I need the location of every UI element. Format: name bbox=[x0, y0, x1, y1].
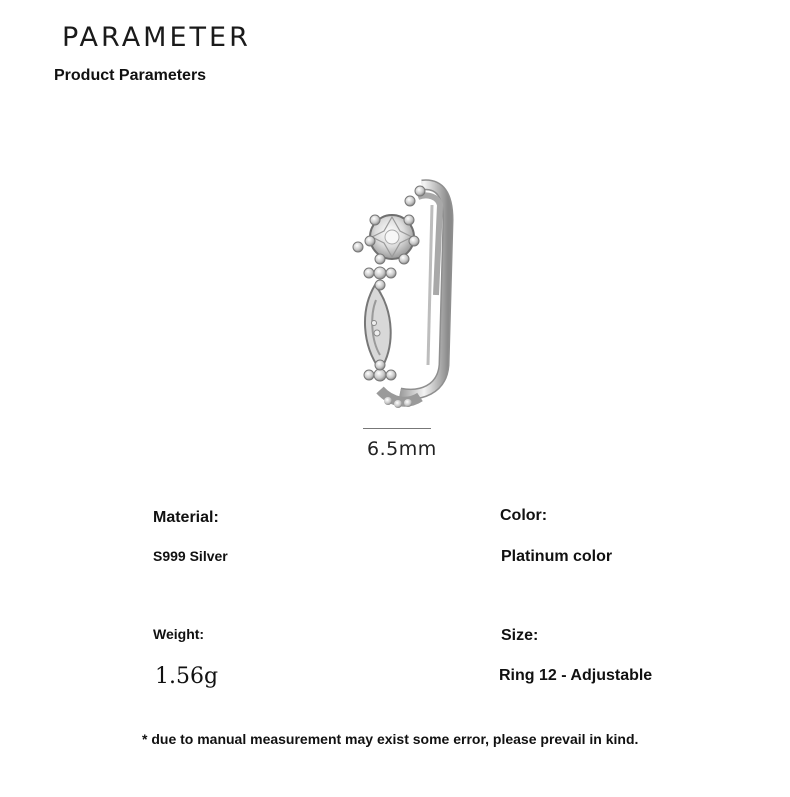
weight-value: 1.56g bbox=[155, 664, 219, 689]
weight-label: Weight: bbox=[153, 626, 205, 642]
size-value: Ring 12 - Adjustable bbox=[499, 667, 653, 684]
dimension-label: 6.5mm bbox=[367, 438, 437, 460]
measurement-note: * due to manual measurement may exist some error, please prevail in kind. bbox=[142, 731, 639, 747]
ring-image bbox=[340, 175, 465, 420]
page-subtitle: Product Parameters bbox=[54, 67, 207, 84]
color-label: Color: bbox=[500, 507, 548, 524]
size-label: Size: bbox=[501, 627, 539, 644]
dimension-line bbox=[363, 428, 431, 429]
page-title: PARAMETER bbox=[62, 22, 251, 53]
material-value: S999 Silver bbox=[153, 548, 228, 564]
material-label: Material: bbox=[153, 509, 219, 526]
color-value: Platinum color bbox=[501, 548, 613, 565]
